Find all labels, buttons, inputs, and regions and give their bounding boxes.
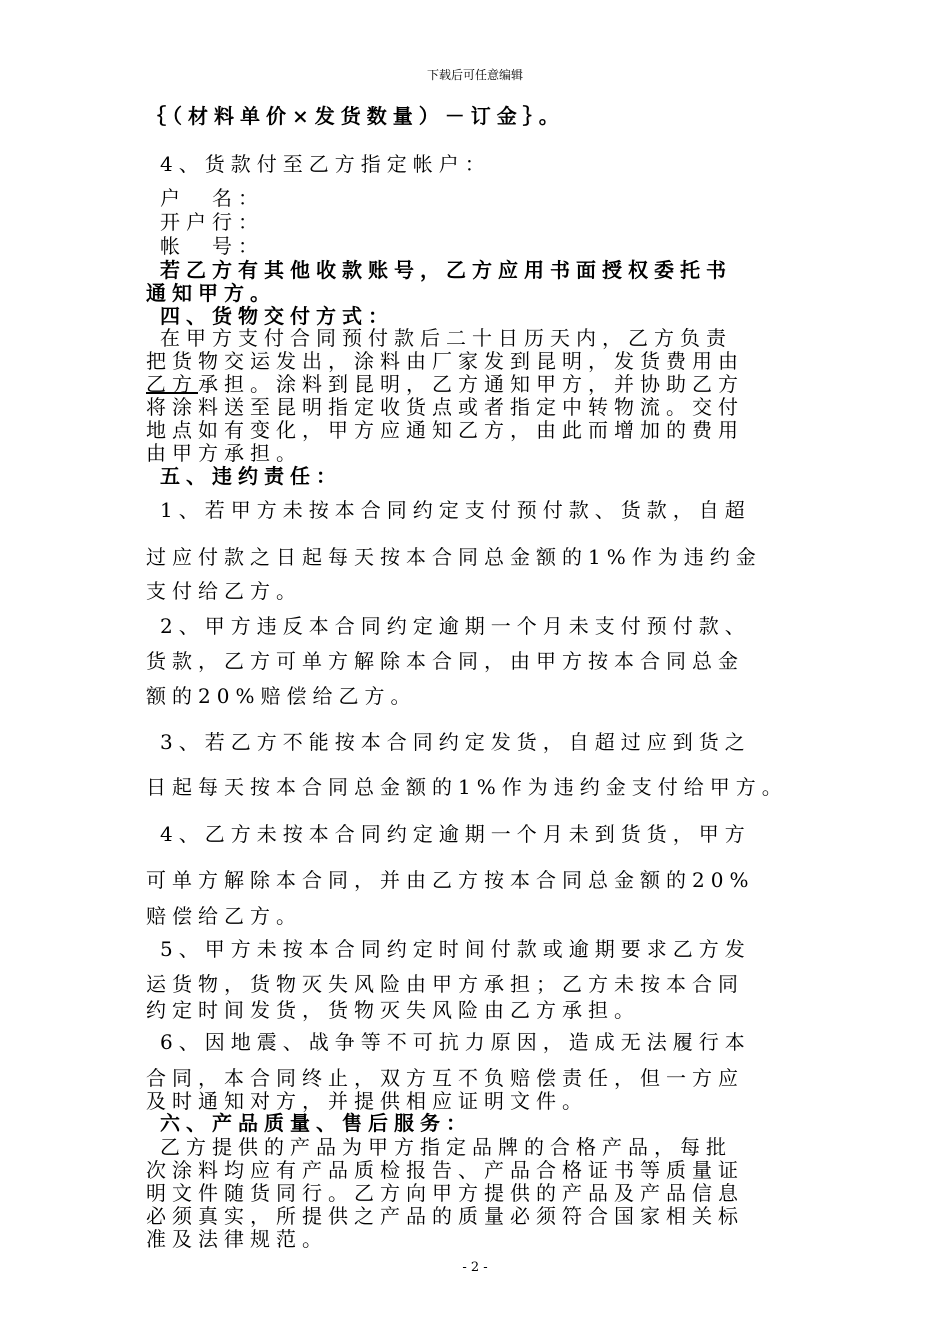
breach-clause-3: 日起每天按本合同总金额的1%作为违约金支付给甲方。 <box>146 775 788 799</box>
breach-clause-4: 赔偿给乙方。 <box>146 904 302 928</box>
other-account-notice-cont: 通知甲方。 <box>146 281 276 305</box>
underlined-party: 乙方 <box>146 372 198 396</box>
breach-clause-3: 3、若乙方不能按本合同约定发货，自超过应到货之 <box>160 730 751 754</box>
breach-clause-2: 额的20%赔偿给乙方。 <box>146 684 417 708</box>
other-account-notice: 若乙方有其他收款账号，乙方应用书面授权委托书 <box>160 258 732 282</box>
breach-clause-6: 及时通知对方，并提供相应证明文件。 <box>146 1089 588 1113</box>
payment-formula: ｛（材料单价×发货数量）－订金｝。 <box>146 104 565 128</box>
account-name-label: 户 名： <box>160 186 264 210</box>
section-six-heading: 六、产品质量、售后服务： <box>160 1111 472 1135</box>
delivery-text: 地点如有变化，甲方应通知乙方，由此而增加的费用 <box>146 418 744 442</box>
delivery-text <box>146 372 846 396</box>
breach-clause-6: 6、因地震、战争等不可抗力原因，造成无法履行本 <box>160 1030 751 1054</box>
page-header: 下载后可任意编辑 <box>426 68 523 82</box>
quality-text: 必须真实，所提供之产品的质量必须符合国家相关标 <box>146 1204 744 1228</box>
quality-text: 次涂料均应有产品质检报告、产品合格证书等质量证 <box>146 1158 744 1182</box>
delivery-text-tail: 承担。涂料到昆明，乙方通知甲方，并协助乙方 <box>198 372 744 396</box>
breach-clause-5: 5、甲方未按本合同约定时间付款或逾期要求乙方发 <box>160 937 751 961</box>
breach-clause-5: 约定时间发货，货物灭失风险由乙方承担。 <box>146 998 640 1022</box>
breach-clause-1: 过应付款之日起每天按本合同总金额的1%作为违约金 <box>146 545 762 569</box>
delivery-text: 由甲方承担。 <box>146 441 302 465</box>
breach-clause-2: 货款，乙方可单方解除本合同，由甲方按本合同总金 <box>146 649 744 673</box>
quality-text: 乙方提供的产品为甲方指定品牌的合格产品，每批 <box>160 1135 732 1159</box>
breach-clause-1: 支付给乙方。 <box>146 579 302 603</box>
breach-clause-2: 2、甲方违反本合同约定逾期一个月未支付预付款、 <box>160 614 751 638</box>
breach-clause-5: 运货物，货物灭失风险由甲方承担；乙方未按本合同 <box>146 972 744 996</box>
breach-clause-4: 可单方解除本合同，并由乙方按本合同总金额的20% <box>146 868 755 892</box>
quality-text: 明文件随货同行。乙方向甲方提供的产品及产品信息 <box>146 1181 744 1205</box>
page-number: - 2 - <box>462 1260 488 1275</box>
bank-label: 开户行： <box>160 210 264 234</box>
clause-payment-account: 4、货款付至乙方指定帐户： <box>160 152 491 176</box>
breach-clause-6: 合同，本合同终止，双方互不负赔偿责任，但一方应 <box>146 1066 744 1090</box>
quality-text: 准及法律规范。 <box>146 1227 328 1251</box>
breach-clause-4: 4、乙方未按本合同约定逾期一个月未到货货，甲方 <box>160 822 751 846</box>
delivery-text: 将涂料送至昆明指定收货点或者指定中转物流。交付 <box>146 395 744 419</box>
delivery-text: 在甲方支付合同预付款后二十日历天内，乙方负责 <box>160 326 732 350</box>
section-five-heading: 五、违约责任： <box>160 464 342 488</box>
breach-clause-1: 1、若甲方未按本合同约定支付预付款、货款，自超 <box>160 498 751 522</box>
section-four-heading: 四、货物交付方式： <box>160 304 394 328</box>
delivery-text: 把货物交运发出，涂料由厂家发到昆明，发货费用由 <box>146 349 744 373</box>
account-number-label: 帐 号： <box>160 234 264 258</box>
